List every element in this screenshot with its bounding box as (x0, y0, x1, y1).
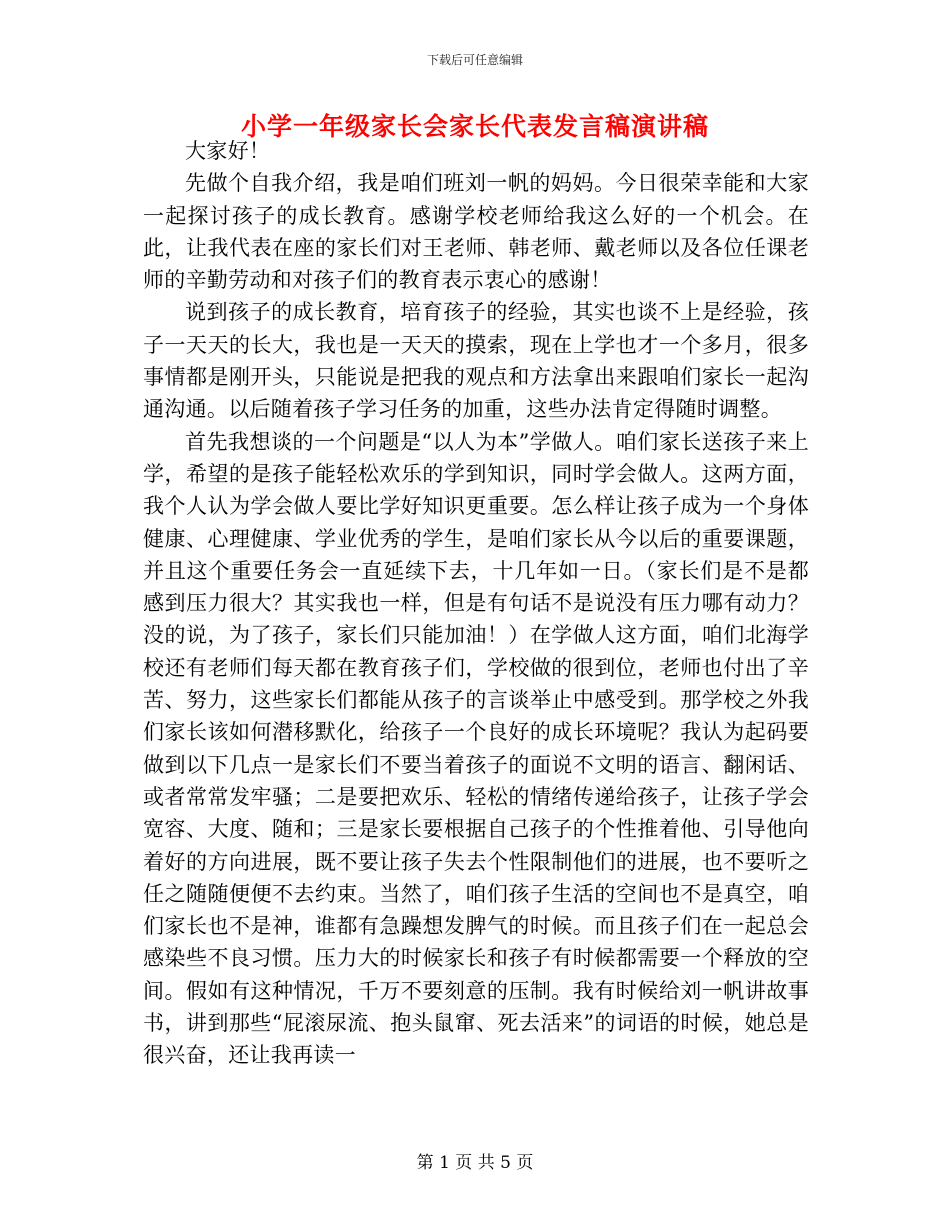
introduction-paragraph: 先做个自我介绍，我是咱们班刘一帆的妈妈。今日很荣幸能和大家一起探讨孩子的成长教育。感谢学校老师给我这么好的一个机会。在此，让我代表在座的家长们对王老师、韩老师、戴老师以及各位任课老师的辛勤劳动和对孩子们的教育表示衷心的感谢！ (143, 171, 809, 293)
greeting-paragraph: 大家好！ (185, 139, 271, 163)
page-number: 第 1 页 共 5 页 (416, 1153, 534, 1173)
document-body (143, 135, 809, 1072)
experience-paragraph: 说到孩子的成长教育，培育孩子的经验，其实也谈不上是经验，孩子一天天的长大，我也是一天天的摸索，现在上学也才一个多月，很多事情都是刚开头，只能说是把我的观点和方法拿出来跟咱们家长一起沟通沟通。以后随着孩子学习任务的加重，这些办法肯定得随时调整。 (143, 300, 809, 422)
download-note: 下载后可任意编辑 (426, 53, 523, 67)
document-title: 小学一年级家长会家长代表发言稿演讲稿 (240, 112, 709, 141)
learn-to-be-human-paragraph: 首先我想谈的一个问题是“以人为本”学做人。咱们家长送孩子来上学，希望的是孩子能轻松欢乐的学到知识，同时学会做人。这两方面，我个人认为学会做人要比学好知识更重要。怎么样让孩子成为一个身体健康、心理健康、学业优秀的学生，是咱们家长从今以后的重要课题，并且这个重要任务会一直延续下去，十几年如一日。（家长们是不是都感到压力很大？其实我也一样，但是有句话不是说没有压力哪有动力？没的说，为了孩子，家长们只能加油！）在学做人这方面，咱们北海学校还有老师们每天都在教育孩子们，学校做的很到位，老师也付出了辛苦、努力，这些家长们都能从孩子的言谈举止中感受到。那学校之外我们家长该如何潜移默化，给孩子一个良好的成长环境呢？我认为起码要做到以下几点一是家长们不要当着孩子的面说不文明的语言、翻闲话、或者常常发牢骚；二是要把欢乐、轻松的情绪传递给孩子，让孩子学会宽容、大度、随和；三是家长要根据自己孩子的个性推着他、引导他向着好的方向进展，既不要让孩子失去个性限制他们的进展，也不要听之任之随随便便不去约束。当然了，咱们孩子生活的空间也不是真空，咱们家长也不是神，谁都有急躁想发脾气的时候。而且孩子们在一起总会感染些不良习惯。压力大的时候家长和孩子有时候都需要一个释放的空间。假如有这种情况，千万不要刻意的压制。我有时候给刘一帆讲故事书，讲到那些“屁滚尿流、抱头鼠窜、死去活来”的词语的时候，她总是很兴奋，还让我再读一 (143, 429, 809, 1068)
